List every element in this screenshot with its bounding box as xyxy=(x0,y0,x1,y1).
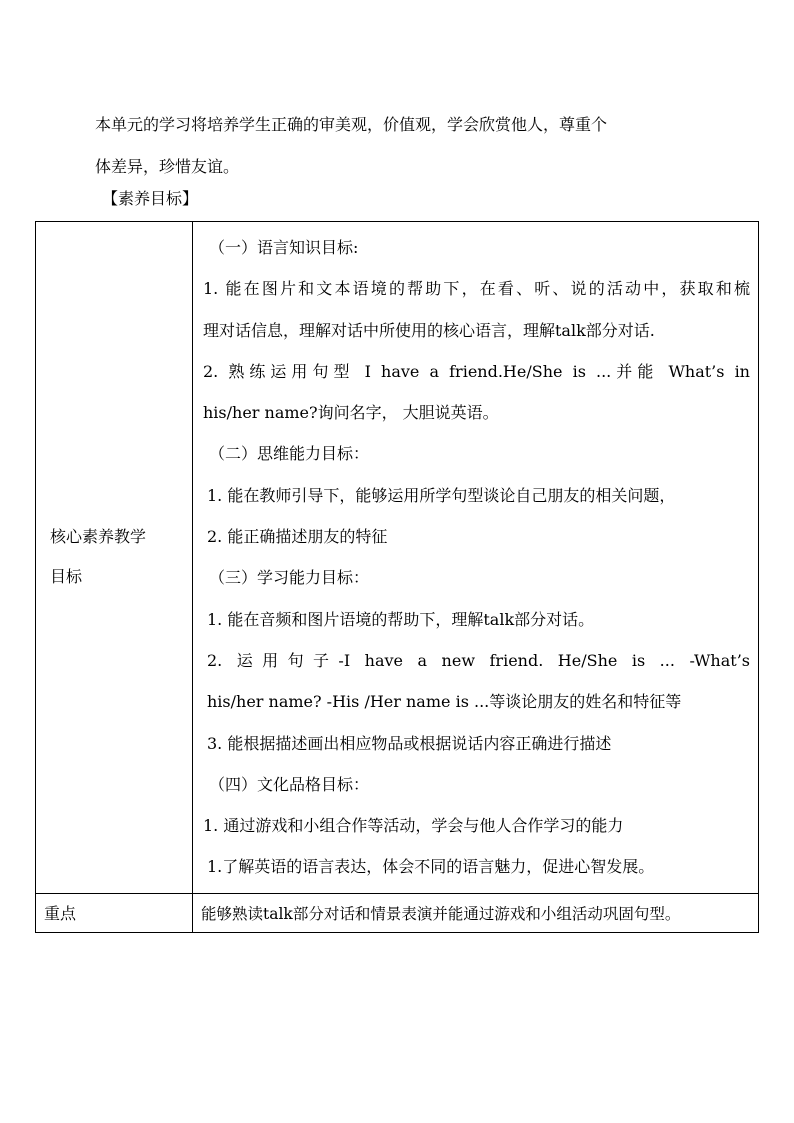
goal-item: 2. 熟练运用句型 I have a friend.He/She is ...并能 What’s in xyxy=(203,361,750,381)
row-label-core-goals xyxy=(36,222,193,894)
goal-item: his/her name? -His /Her name is ...等谈论朋友的姓名和特征等 xyxy=(207,692,682,712)
goal-item: 1. 通过游戏和小组合作等活动，学会与他人合作学习的能力 xyxy=(203,816,624,836)
goal-heading-thinking: （二）思维能力目标： xyxy=(209,444,370,464)
row-label-line-2: 目标 xyxy=(50,567,83,587)
goal-heading-learning: （三）学习能力目标： xyxy=(209,568,370,588)
row-content-core-goals xyxy=(193,222,759,894)
intro-line-1: 本单元的学习将培养学生正确的审美观，价值观，学会欣赏他人，尊重个 xyxy=(95,115,608,134)
intro-paragraph xyxy=(95,104,715,188)
goal-item: 2. 能正确描述朋友的特征 xyxy=(207,527,388,547)
row-content-key-points: 能够熟读talk部分对话和情景表演并能通过游戏和小组活动巩固句型。 xyxy=(193,893,759,932)
goals-table xyxy=(35,221,759,933)
goal-item: 1.了解英语的语言表达，体会不同的语言魅力，促进心智发展。 xyxy=(207,857,655,877)
goal-item: 理对话信息，理解对话中所使用的核心语言，理解talk部分对话. xyxy=(203,320,655,340)
intro-line-2: 体差异，珍惜友谊。 xyxy=(95,157,240,176)
goal-item: his/her name?询问名字， 大胆说英语。 xyxy=(203,403,499,423)
section-title: 【素养目标】 xyxy=(102,189,199,208)
table-row-key-points xyxy=(36,893,759,932)
goal-item: 2. 运用句子-I have a new friend. He/She is ... -What’s xyxy=(207,650,750,670)
table-row-core-goals xyxy=(36,222,759,894)
goal-item: 1. 能在图片和文本语境的帮助下，在看、听、说的活动中，获取和梳 xyxy=(203,279,750,299)
goal-heading-culture: （四）文化品格目标： xyxy=(209,774,370,794)
goal-heading-language: （一）语言知识目标: xyxy=(209,238,359,257)
row-label-key-points: 重点 xyxy=(36,893,193,932)
goal-item: 1. 能在音频和图片语境的帮助下，理解talk部分对话。 xyxy=(207,609,595,629)
goal-item: 1. 能在教师引导下，能够运用所学句型谈论自己朋友的相关问题， xyxy=(207,485,676,505)
row-label-line-1: 核心素养教学 xyxy=(50,527,147,547)
goal-item: 3. 能根据描述画出相应物品或根据说话内容正确进行描述 xyxy=(207,733,612,753)
